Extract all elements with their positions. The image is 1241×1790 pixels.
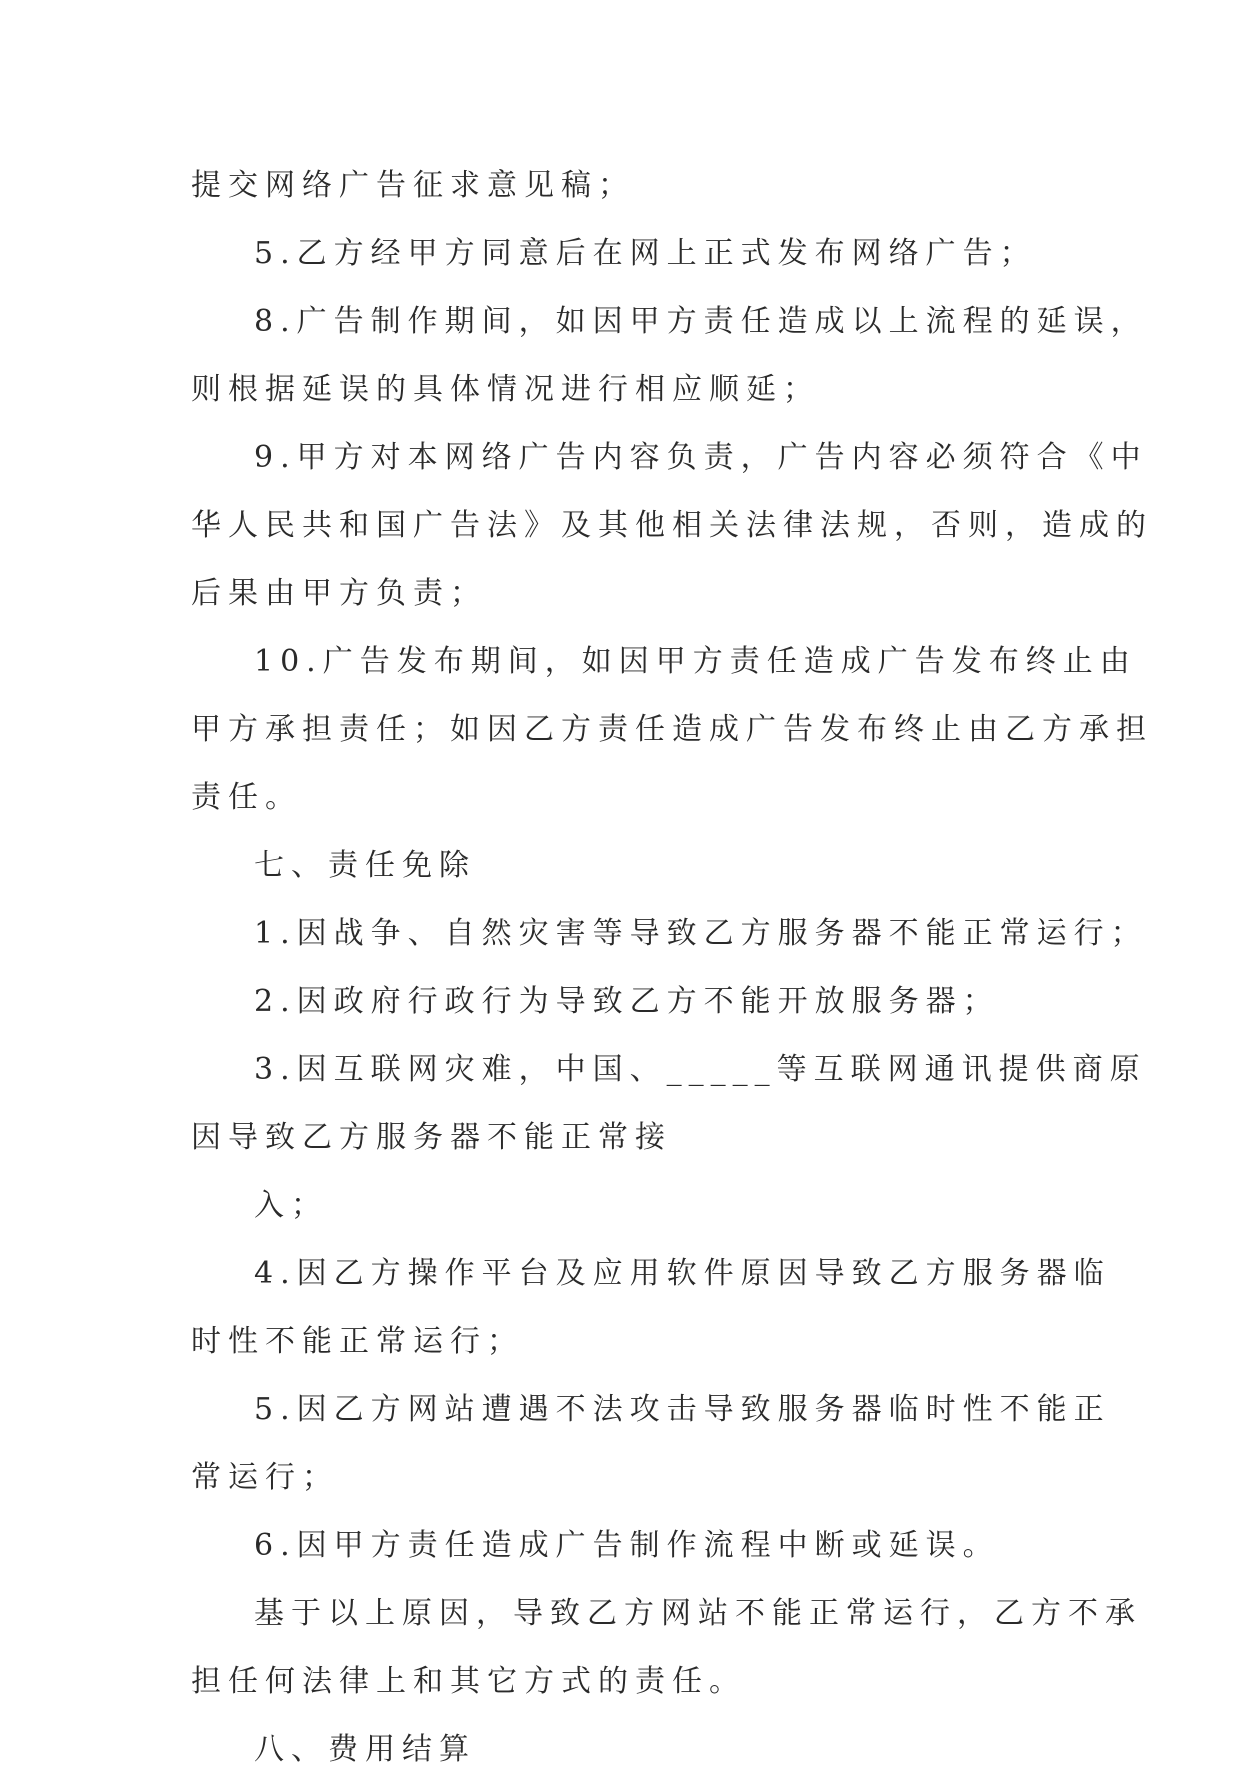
paragraph-line: 责任。 (191, 780, 302, 815)
paragraph-line: 华人民共和国广告法》及其他相关法律法规，否则，造成的 (191, 508, 1153, 543)
paragraph-line: 担任何法律上和其它方式的责任。 (191, 1664, 746, 1699)
paragraph-line: 基于以上原因，导致乙方网站不能正常运行，乙方不承 (254, 1596, 1142, 1631)
paragraph-line: 因导致乙方服务器不能正常接 (191, 1120, 672, 1155)
paragraph-line: 9.甲方对本网络广告内容负责，广告内容必须符合《中 (254, 440, 1148, 475)
paragraph-line: 则根据延误的具体情况进行相应顺延； (191, 372, 820, 407)
section-heading: 八、费用结算 (254, 1732, 476, 1767)
paragraph-line: 常运行； (191, 1460, 339, 1495)
paragraph-line: 提交网络广告征求意见稿； (191, 168, 635, 203)
paragraph-line: 3.因互联网灾难，中国、_____等互联网通讯提供商原 (254, 1052, 1147, 1087)
paragraph-line: 2.因政府行政行为导致乙方不能开放服务器； (254, 984, 1000, 1019)
paragraph-line: 入； (254, 1188, 328, 1223)
section-heading: 七、责任免除 (254, 848, 476, 883)
paragraph-line: 时性不能正常运行； (191, 1324, 524, 1359)
paragraph-line: 10.广告发布期间，如因甲方责任造成广告发布终止由 (254, 644, 1137, 679)
paragraph-line: 后果由甲方负责； (191, 576, 487, 611)
paragraph-line: 1.因战争、自然灾害等导致乙方服务器不能正常运行； (254, 916, 1148, 951)
paragraph-line: 5.乙方经甲方同意后在网上正式发布网络广告； (254, 236, 1037, 271)
paragraph-line: 4.因乙方操作平台及应用软件原因导致乙方服务器临 (254, 1256, 1111, 1291)
paragraph-line: 6.因甲方责任造成广告制作流程中断或延误。 (254, 1528, 1000, 1563)
document-body (191, 158, 1153, 1790)
paragraph-line: 5.因乙方网站遭遇不法攻击导致服务器临时性不能正 (254, 1392, 1111, 1427)
paragraph-line: 8.广告制作期间，如因甲方责任造成以上流程的延误， (254, 304, 1148, 339)
paragraph-line: 甲方承担责任；如因乙方责任造成广告发布终止由乙方承担 (191, 712, 1153, 747)
